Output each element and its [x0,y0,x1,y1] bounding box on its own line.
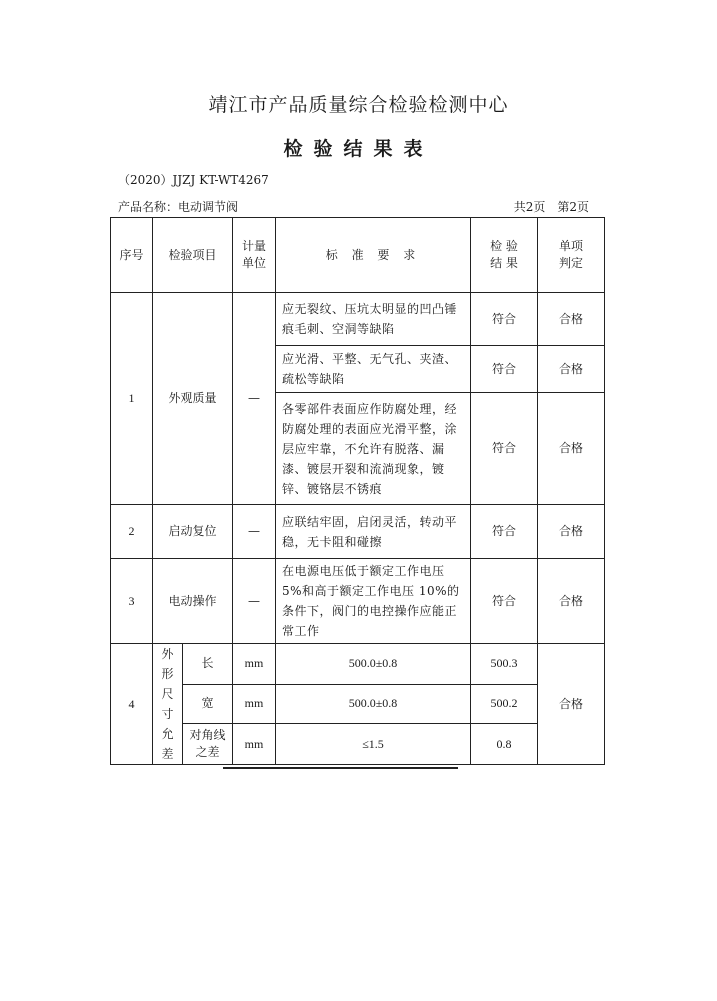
row-unit: — [233,505,276,559]
table-row [111,724,605,765]
row-no: 4 [111,644,153,765]
row-requirement: 应无裂纹、压坑太明显的凹凸锤痕毛刺、空洞等缺陷 [276,293,471,346]
row-unit: mm [233,724,276,765]
row-requirement: ≤1.5 [276,724,471,765]
dimension-name: 长 [183,644,233,685]
row-requirement: 各零部件表面应作防腐处理，经防腐处理的表面应光滑平整，涂层应牢靠，不允许有脱落、漏漆、镀层开裂和流淌现象，镀锌、镀铬层不锈痕 [276,393,471,505]
row-unit: mm [233,684,276,724]
row-item: 外观质量 [153,293,233,505]
header-requirement: 标 准 要 求 [276,218,471,293]
row-no: 1 [111,293,153,505]
table-row [111,684,605,724]
row-no: 3 [111,559,153,644]
row-result: 符合 [471,559,538,644]
header-item: 检验项目 [153,218,233,293]
row-unit: — [233,293,276,505]
row-item: 启动复位 [153,505,233,559]
report-code: （2020）JJZJ KT-WT4267 [118,173,269,187]
header-result: 检 验 结 果 [471,218,538,293]
table-row [111,559,605,644]
row-result: 500.3 [471,644,538,685]
row-unit: mm [233,644,276,685]
row-result: 符合 [471,293,538,346]
inspection-results-table [110,217,605,765]
row-result: 符合 [471,505,538,559]
end-rule [223,767,458,769]
page-indicator: 共2页 第2页 [513,200,589,214]
row-verdict: 合格 [538,644,605,765]
row-verdict: 合格 [538,293,605,346]
table-header-row [111,218,605,293]
row-no: 2 [111,505,153,559]
row-result: 符合 [471,393,538,505]
table-row [111,644,605,685]
dimension-name: 对角线 之差 [183,724,233,765]
row-verdict: 合格 [538,559,605,644]
table-row [111,505,605,559]
row-verdict: 合格 [538,346,605,393]
header-unit: 计量 单位 [233,218,276,293]
header-verdict: 单项 判定 [538,218,605,293]
row-result: 0.8 [471,724,538,765]
row-verdict: 合格 [538,505,605,559]
row-requirement: 在电源电压低于额定工作电压 5%和高于额定工作电压 10%的条件下，阀门的电控操作应能正常工作 [276,559,471,644]
row-item: 外 形 尺 寸 允 差 [153,644,183,765]
organization-name: 靖江市产品质量综合检验检测中心 [208,94,509,116]
row-requirement: 应光滑、平整、无气孔、夹渣、疏松等缺陷 [276,346,471,393]
document-title: 检验结果表 [283,138,434,160]
dimension-name: 宽 [183,684,233,724]
row-result: 符合 [471,346,538,393]
table-row [111,293,605,346]
header-no: 序号 [111,218,153,293]
row-requirement: 500.0±0.8 [276,684,471,724]
row-verdict: 合格 [538,393,605,505]
row-item: 电动操作 [153,559,233,644]
row-requirement: 500.0±0.8 [276,644,471,685]
row-requirement: 应联结牢固，启闭灵活，转动平稳，无卡阻和碰擦 [276,505,471,559]
product-name: 产品名称：电动调节阀 [118,200,239,214]
row-result: 500.2 [471,684,538,724]
row-unit: — [233,559,276,644]
